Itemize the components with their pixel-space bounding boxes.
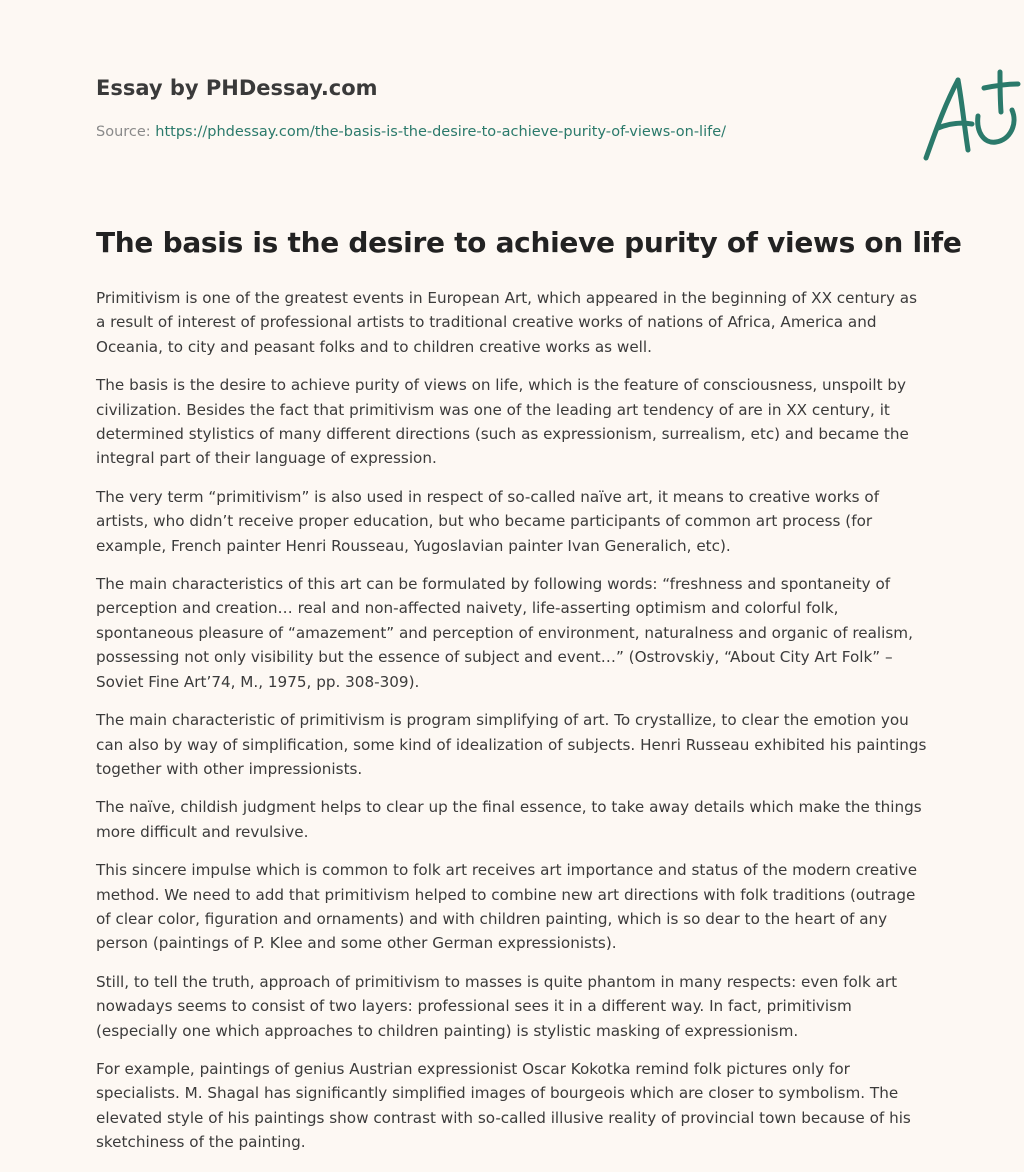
a-plus-logo-icon (914, 66, 1024, 166)
essay-paragraph: Primitivism is one of the greatest events in European Art, which appeared in the beginning of XX century as a result of interest of professional artists to traditional creative works of nations of Africa, America and Oceania, to city and peasant folks and to children creative works as well. (96, 289, 917, 356)
essay-body (96, 286, 928, 1169)
essay-paragraph: The naïve, childish judgment helps to clear up the final essence, to take away details which make the things more difficult and revulsive. (96, 798, 922, 841)
site-title: Essay by PHDessay.com (96, 76, 378, 100)
essay-paragraph: For example, paintings of genius Austrian expressionist Oscar Kokotka remind folk pictures only for specialists. M. Shagal has significantly simplified images of bourgeois which are closer to symbolism. The elevated style of his paintings show contrast with so-called illusive reality of provincial town because of his sketchiness of the painting. (96, 1059, 911, 1152)
essay-paragraph: The main characteristic of primitivism is program simplifying of art. To crystallize, to clear the emotion you can also by way of simplification, some kind of idealization of subjects. Henri Russeau exhibited his paintings together with other impressionists. (96, 711, 927, 778)
source-link[interactable]: https://phdessay.com/the-basis-is-the-desire-to-achieve-purity-of-views-on-life/ (155, 124, 727, 140)
essay-paragraph: The very term “primitivism” is also used in respect of so-called naïve art, it means to creative works of artists, who didn’t receive proper education, but who became participants of common art process (for example, French painter Henri Rousseau, Yugoslavian painter Ivan Generalich, etc). (96, 487, 880, 555)
essay-paragraph: This sincere impulse which is common to folk art receives art importance and status of the modern creative method. We need to add that primitivism helped to combine new art directions with folk traditions (outrage of clear color, figuration and ornaments) and with children painting, which is so dear to the heart of any person (paintings of P. Klee and some other German expressionists). (96, 861, 918, 953)
essay-paragraph: The main characteristics of this art can be formulated by following words: “freshness and spontaneity of perception and creation… real and non-affected naivety, life-asserting optimism and colorful folk, spontaneous pleasure of “amazement” and perception of environment, naturalness and organic of realism, possessing not only visibility but the essence of subject and event…” (Ostrovskiy, “About City Art Folk” – Soviet Fine Art’74, M., 1975, pp. 308-309). (96, 575, 913, 691)
source-label: Source: (96, 124, 156, 140)
essay-paragraph: Still, to tell the truth, approach of primitivism to masses is quite phantom in many respects: even folk art nowadays seems to consist of two layers: professional sees it in a different way. In fact, primitivism (especially one which approaches to children painting) is stylistic masking of expressionism. (96, 972, 898, 1040)
essay-title: The basis is the desire to achieve purity of views on life (96, 226, 962, 259)
essay-paragraph: The basis is the desire to achieve purity of views on life, which is the feature of consciousness, unspoilt by civilization. Besides the fact that primitivism was one of the leading art tendency of are in XX century, it determined stylistics of many different directions (such as expressionism, surrealism, etc) and became the integral part of their language of expression. (96, 376, 909, 468)
source-line (96, 124, 726, 140)
